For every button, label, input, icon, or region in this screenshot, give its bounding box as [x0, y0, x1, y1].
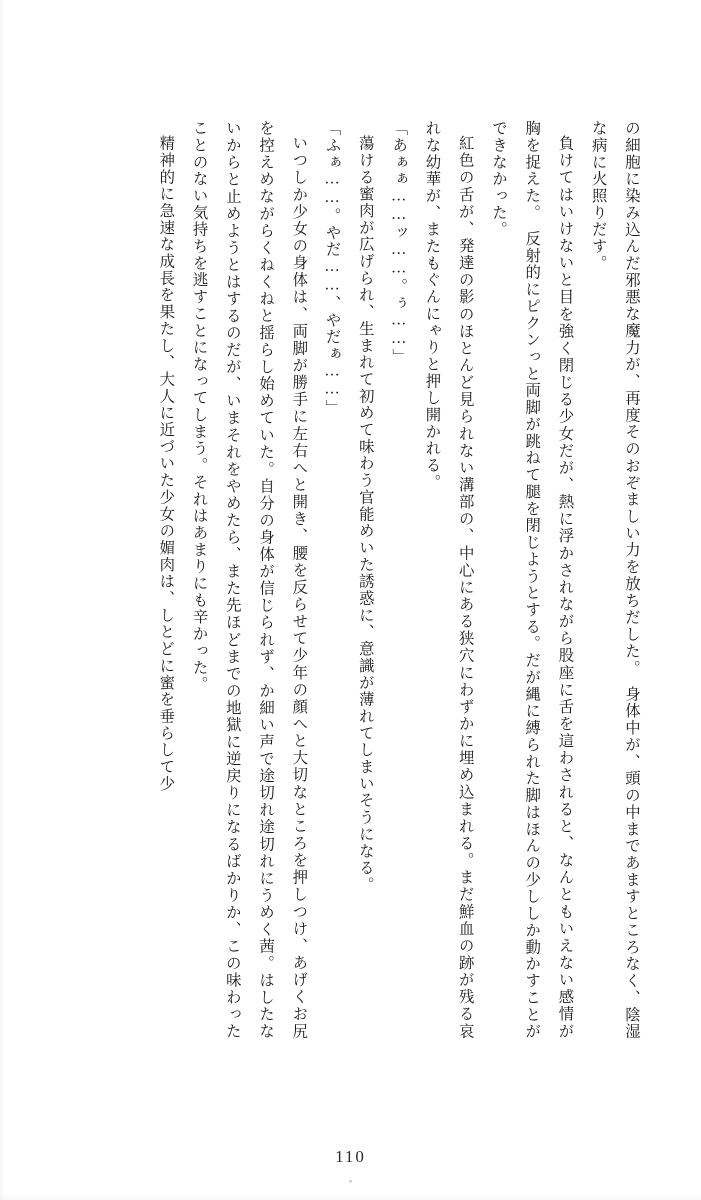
paragraph: 精神的に急速な成長を果たし、大人に近づいた少女の媚肉は、しとどに蜜を垂らして少	[157, 135, 175, 793]
page-number: 110	[335, 1147, 366, 1166]
vertical-text-body	[48, 120, 648, 1040]
folio-ornament: ◦	[348, 1176, 353, 1186]
paragraph: の細胞に染み込んだ邪悪な魔力が、再度そのおぞましい力を放ちだした。 身体中が、頭の中まであますところなく、陰湿な病に火照りだす。	[589, 120, 640, 1040]
paragraph: 負けてはいけないと目を強く閉じる少女だが、熱に浮かされながら股座に舌を這わされると、なんともいえない感情が胸を捉えた。 反射的にピクンっと両脚が跳ねて腿を閉じようとする。だが縄に縛られた脚はほんの少ししか動かすことができなかった。	[489, 120, 574, 1040]
scan-edge-bottom	[0, 1194, 701, 1200]
paragraph: 紅色の舌が、発達の影のほとんど見られない溝部の、中心にある狭穴にわずかに埋め込まれる。まだ鮮血の跡が残る哀れな幼華が、またもぐんにゃりと押し開かれる。	[423, 120, 474, 1040]
paragraph: 蕩ける蜜肉が広げられ、生まれて初めて味わう官能めいた誘惑に、意識が薄れてしまいそうになる。	[356, 135, 374, 894]
paragraph: いつしか少女の身体は、両脚が勝手に左右へと開き、腰を反らせて少年の顔へと大切なところを押しつけ、あげくお尻を控えめながらくねくねと揺らし始めていた。自分の身体が信じられず、か細い声で途切れ途切れにうめく茜。はしたないからと止めようとはするのだが、いまそれをやめたら、また先ほどまでの地獄に逆戻りになるばかりか、この味わったことのない気持ちを逃すことになってしまう。それはあまりにも辛かった。	[190, 120, 308, 1040]
dialogue-line: 「あぁぁ……ッ……。ぅ……」	[390, 120, 408, 366]
dialogue-line: 「ふぁ……。やだ……、やだぁ……」	[323, 120, 341, 417]
scan-edge-left	[0, 0, 6, 1200]
